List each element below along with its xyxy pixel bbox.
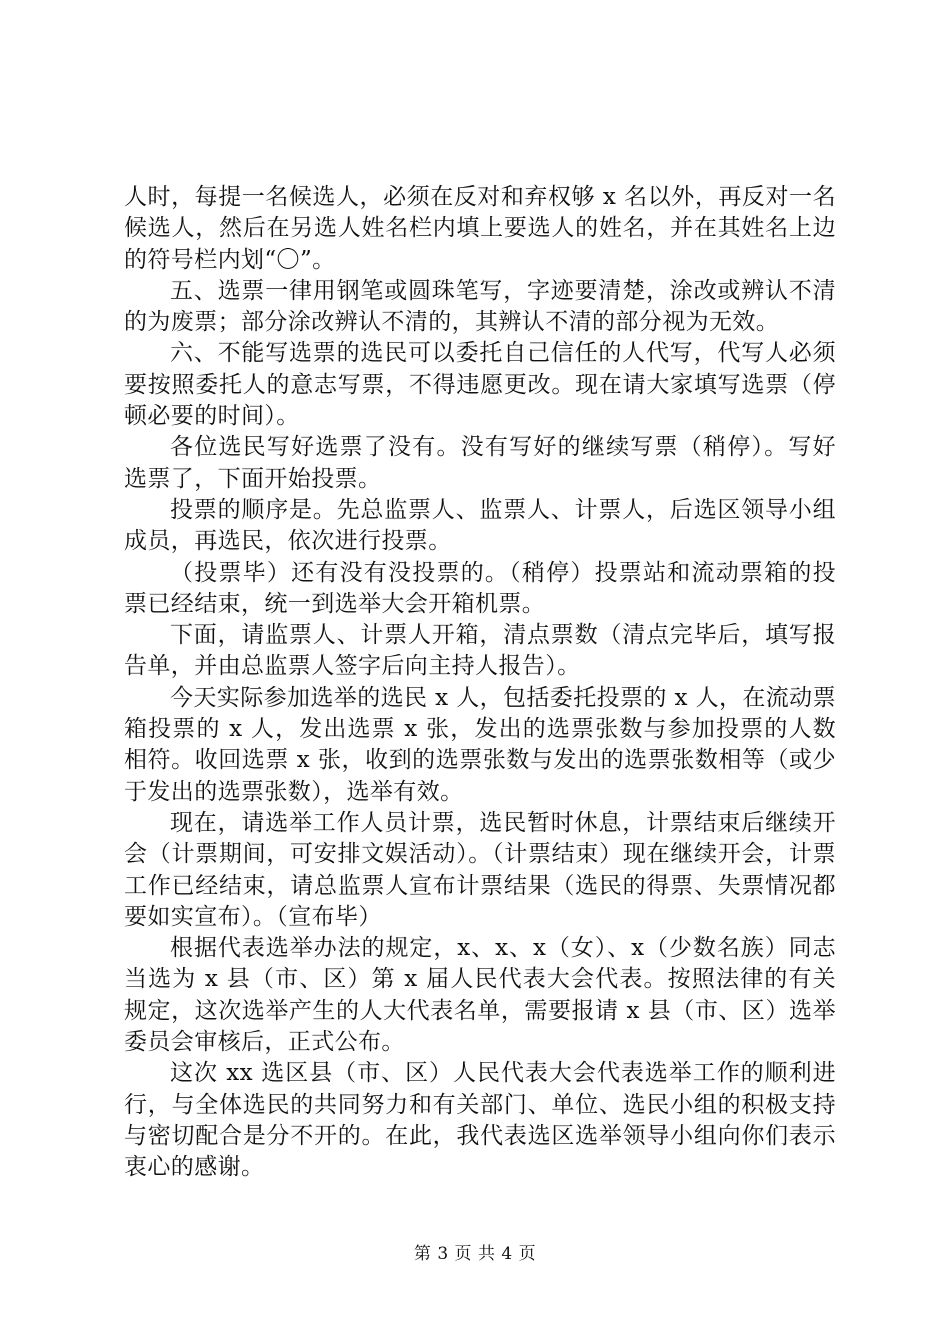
paragraph-open-box: 下面，请监票人、计票人开箱，清点票数（清点完毕后，填写报告单，并由总监票人签字后向主持人报告）。 xyxy=(124,622,836,680)
paragraph-election-result: 根据代表选举办法的规定，x、x、x（女）、x（少数名族）同志当选为 x 县（市、区）第 x 届人民代表大会代表。按照法律的有关规定，这次选举产生的人大代表名单，需要报请 x 县（市、区）选举委员会审核后，正式公布。 xyxy=(124,935,836,1056)
document-body xyxy=(124,182,836,1184)
paragraph-vote-count: 今天实际参加选举的选民 x 人，包括委托投票的 x 人，在流动票箱投票的 x 人，发出选票 x 张，发出的选票张数与参加投票的人数相符。收回选票 x 张，收到的选票张数与发出的选票张数相等（或少于发出的选票张数），选举有效。 xyxy=(124,684,836,805)
paragraph-voting-order: 投票的顺序是。先总监票人、监票人、计票人，后选区领导小组成员，再选民，依次进行投票。 xyxy=(124,496,836,555)
paragraph-item-five: 五、选票一律用钢笔或圆珠笔写，字迹要清楚，涂改或辨认不清的为废票；部分涂改辨认不清的，其辨认不清的部分视为无效。 xyxy=(124,277,836,336)
paragraph-voting-ready: 各位选民写好选票了没有。没有写好的继续写票（稍停）。写好选票了，下面开始投票。 xyxy=(124,434,836,492)
paragraph-item-six: 六、不能写选票的选民可以委托自己信任的人代写，代写人必须要按照委托人的意志写票，不得违愿更改。现在请大家填写选票（停顿必要的时间）。 xyxy=(124,340,836,430)
paragraph-tally: 现在，请选举工作人员计票，选民暂时休息，计票结束后继续开会（计票期间，可安排文娱活动）。（计票结束）现在继续开会，计票工作已经结束，请总监票人宣布计票结果（选民的得票、失票情况都要如实宣布）。（宣布毕） xyxy=(124,809,836,930)
paragraph-continuation: 人时，每提一名候选人，必须在反对和弃权够 x 名以外，再反对一名候选人，然后在另选人姓名栏内填上要选人的姓名，并在其姓名上边的符号栏内划“〇”。 xyxy=(124,184,836,273)
page-number: 第 3 页 共 4 页 xyxy=(413,1244,537,1264)
paragraph-thanks: 这次 xx 选区县（市、区）人民代表大会代表选举工作的顺利进行，与全体选民的共同努力和有关部门、单位、选民小组的积极支持与密切配合是分不开的。在此，我代表选区选举领导小组向你们表示衷心的感谢。 xyxy=(124,1060,836,1181)
paragraph-voting-finished: （投票毕）还有没有没投票的。（稍停）投票站和流动票箱的投票已经结束，统一到选举大会开箱机票。 xyxy=(124,559,836,617)
